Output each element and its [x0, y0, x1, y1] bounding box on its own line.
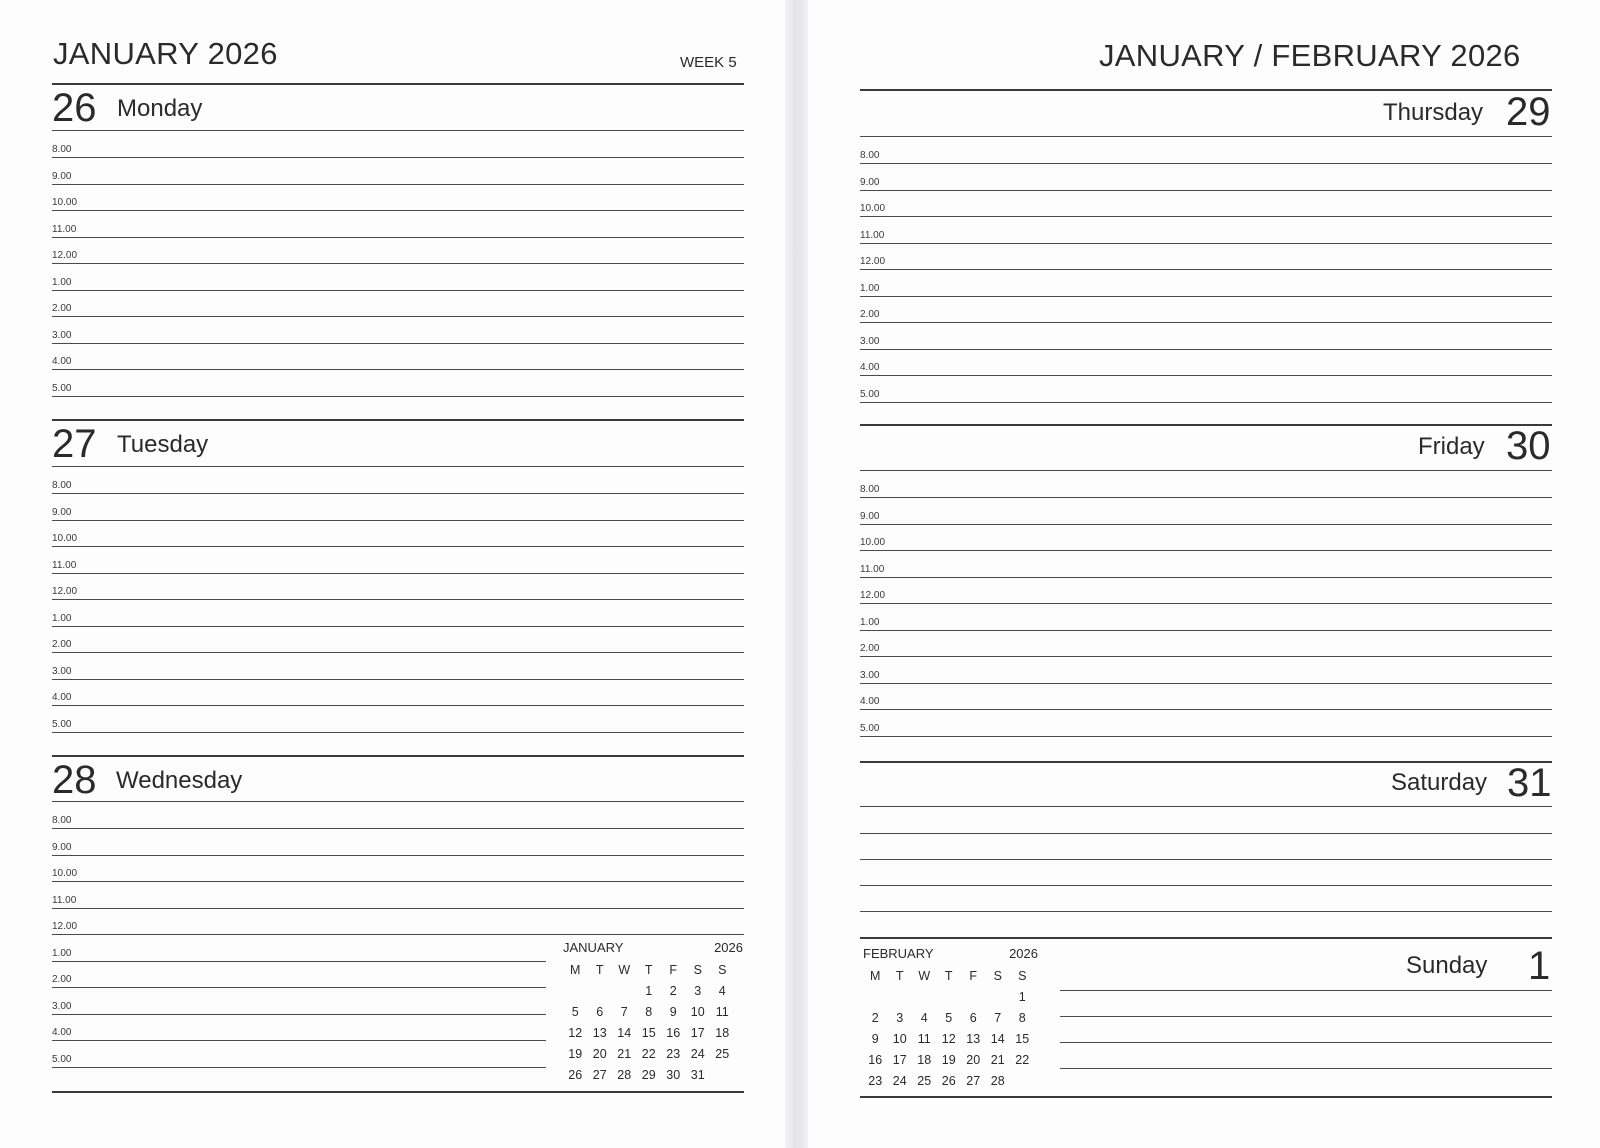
time-slot-line: [860, 296, 1552, 297]
day-divider: [860, 761, 1552, 763]
mini-calendar-day: 4: [920, 1011, 928, 1025]
time-slot-line: [52, 157, 744, 158]
time-slot-label: 9.00: [860, 510, 880, 522]
left-page-title: JANUARY 2026: [53, 36, 278, 71]
day-number: 26: [52, 86, 97, 130]
time-slot-line: [52, 263, 744, 264]
mini-calendar-day: 10: [892, 1032, 907, 1046]
mini-calendar-day: 20: [966, 1053, 981, 1067]
mini-calendar-weekday: W: [918, 969, 931, 983]
mini-calendar-day: 27: [592, 1068, 607, 1082]
mini-calendar-day: 8: [1018, 1011, 1026, 1025]
day-number: 30: [1506, 424, 1551, 468]
mini-calendar-weekday: S: [718, 963, 727, 977]
time-slot-label: 11.00: [860, 229, 885, 241]
writing-line: [860, 911, 1552, 912]
day-number: 27: [52, 422, 97, 466]
mini-calendar-month: JANUARY: [563, 940, 624, 955]
day-name: Monday: [117, 95, 203, 122]
day-divider: [52, 419, 744, 421]
mini-calendar-day: 25: [917, 1074, 932, 1088]
mini-calendar-day: 3: [694, 984, 702, 998]
time-slot-line: [860, 497, 1552, 498]
time-slot-line: [860, 577, 1552, 578]
mini-calendar-day: 28: [617, 1068, 632, 1082]
writing-line: [860, 885, 1552, 886]
day-divider: [860, 937, 1552, 939]
time-slot-line: [52, 679, 744, 680]
time-slot-label: 11.00: [52, 894, 77, 906]
mini-calendar-day: 13: [592, 1026, 607, 1040]
mini-calendar-day: 5: [571, 1005, 579, 1019]
page-bottom-rule: [860, 1096, 1552, 1098]
time-slot-line: [860, 375, 1552, 376]
time-slot-line: [52, 290, 744, 291]
time-slot-label: 12.00: [52, 250, 78, 261]
time-slot-label: 2.00: [52, 974, 72, 985]
mini-calendar-day: 13: [966, 1032, 981, 1046]
day-header-rule: [860, 136, 1552, 137]
time-slot-line: [52, 520, 744, 521]
time-slot-label: 3.00: [52, 665, 72, 677]
writing-line: [1060, 1042, 1552, 1043]
time-slot-line: [860, 349, 1552, 350]
time-slot-label: 3.00: [52, 329, 72, 341]
time-slot-label: 10.00: [860, 203, 886, 214]
week-number: WEEK 5: [680, 54, 737, 71]
time-slot-label: 1.00: [52, 947, 72, 959]
day-name: Sunday: [1406, 952, 1488, 979]
time-slot-line: [860, 243, 1552, 244]
day-header-rule: [52, 466, 744, 467]
mini-calendar-weekday: F: [969, 969, 978, 983]
time-slot-label: 2.00: [860, 309, 880, 320]
time-slot-label: 12.00: [52, 921, 78, 932]
mini-calendar-weekday: S: [993, 969, 1002, 983]
time-slot-line: [52, 855, 744, 856]
day-divider: [52, 755, 744, 757]
time-slot-line: [52, 237, 744, 238]
time-slot-label: 4.00: [860, 362, 880, 373]
mini-calendar-day: 21: [617, 1047, 632, 1061]
mini-calendar-weekday: S: [693, 963, 702, 977]
time-slot-label: 12.00: [52, 586, 78, 597]
time-slot-label: 10.00: [52, 533, 78, 544]
mini-calendar-day: 18: [715, 1026, 730, 1040]
mini-calendar-day: 11: [917, 1032, 931, 1046]
time-slot-label: 2.00: [860, 643, 880, 654]
time-slot-line: [860, 163, 1552, 164]
time-slot-line: [52, 184, 744, 185]
time-slot-line: [52, 210, 744, 211]
writing-line: [860, 833, 1552, 834]
mini-calendar-day: 19: [568, 1047, 583, 1061]
time-slot-label: 8.00: [52, 815, 72, 826]
day-name: Saturday: [1391, 769, 1488, 796]
day-number: 31: [1507, 761, 1552, 805]
day-number: 1: [1528, 944, 1551, 988]
day-divider: [860, 424, 1552, 426]
mini-calendar-day: 15: [1015, 1032, 1030, 1046]
mini-calendar-day: 4: [718, 984, 726, 998]
mini-calendar-day: [1010, 1071, 1035, 1092]
page-bottom-rule: [52, 1091, 744, 1093]
time-slot-line: [52, 343, 744, 344]
day-name: Wednesday: [116, 767, 243, 794]
time-slot-label: 8.00: [52, 144, 72, 155]
day-header-rule: [860, 470, 1552, 471]
time-slot-line: [52, 705, 744, 706]
time-slot-line: [52, 573, 744, 574]
time-slot-label: 12.00: [860, 256, 886, 267]
mini-calendar-day: [563, 981, 588, 1002]
mini-calendar-month: FEBRUARY: [863, 946, 934, 961]
mini-calendar-day: 16: [666, 1026, 681, 1040]
time-slot-label: 4.00: [860, 696, 880, 707]
day-name: Friday: [1418, 433, 1485, 460]
day-header-rule: [52, 130, 744, 131]
time-slot-label: 9.00: [52, 841, 72, 853]
time-slot-label: 8.00: [52, 480, 72, 491]
header-rule: [52, 83, 744, 85]
day-name: Thursday: [1383, 99, 1484, 126]
time-slot-line: [860, 736, 1552, 737]
mini-calendar-day: 11: [715, 1005, 729, 1019]
time-slot-label: 11.00: [52, 223, 77, 235]
mini-calendar-day: 2: [871, 1011, 879, 1025]
mini-calendar-day: 1: [1018, 990, 1026, 1004]
time-slot-line: [52, 732, 744, 733]
time-slot-line: [860, 630, 1552, 631]
time-slot-label: 3.00: [52, 1000, 72, 1012]
mini-calendar-february: [863, 946, 1038, 1091]
time-slot-line: [52, 1067, 546, 1068]
time-slot-line: [52, 908, 744, 909]
time-slot-line: [860, 550, 1552, 551]
time-slot-label: 5.00: [860, 388, 880, 400]
left-page: [0, 0, 792, 1148]
mini-calendar-day: 1: [645, 984, 653, 998]
time-slot-line: [52, 987, 546, 988]
mini-calendar-day: [986, 987, 1011, 1008]
mini-calendar-day: 15: [641, 1026, 656, 1040]
mini-calendar-day: 30: [666, 1068, 681, 1082]
time-slot-line: [860, 190, 1552, 191]
mini-calendar-day: 26: [941, 1074, 956, 1088]
time-slot-line: [860, 709, 1552, 710]
time-slot-label: 4.00: [52, 692, 72, 703]
mini-calendar-day: 14: [617, 1026, 632, 1040]
mini-calendar-weekday: M: [570, 963, 581, 977]
mini-calendar-day: 8: [645, 1005, 653, 1019]
time-slot-label: 11.00: [860, 563, 885, 575]
mini-calendar-year: 2026: [1009, 946, 1038, 961]
time-slot-line: [52, 881, 744, 882]
time-slot-line: [52, 1040, 546, 1041]
mini-calendar-day: 17: [892, 1053, 907, 1067]
mini-calendar-day: 31: [690, 1068, 705, 1082]
day-header-rule: [860, 806, 1552, 807]
mini-calendar-day: 25: [715, 1047, 730, 1061]
time-slot-label: 5.00: [52, 382, 72, 394]
time-slot-label: 9.00: [860, 176, 880, 188]
mini-calendar-day: 7: [620, 1005, 628, 1019]
time-slot-line: [860, 216, 1552, 217]
mini-calendar-day: 22: [641, 1047, 656, 1061]
mini-calendar-day: 3: [896, 1011, 904, 1025]
time-slot-line: [52, 493, 744, 494]
time-slot-label: 5.00: [860, 722, 880, 734]
mini-calendar-weekday: F: [669, 963, 678, 977]
time-slot-line: [52, 1014, 546, 1015]
mini-calendar-day: [961, 987, 986, 1008]
mini-calendar-day: 20: [592, 1047, 607, 1061]
mini-calendar-day: 2: [669, 984, 677, 998]
mini-calendar-weekday: T: [644, 963, 653, 977]
mini-calendar-day: 9: [669, 1005, 677, 1019]
right-page: [808, 0, 1600, 1148]
mini-calendar-day: [710, 1065, 735, 1086]
mini-calendar-day: 29: [641, 1068, 656, 1082]
day-header-rule: [52, 801, 744, 802]
time-slot-label: 1.00: [52, 276, 72, 288]
mini-calendar-day: 10: [690, 1005, 705, 1019]
mini-calendar-day: [912, 987, 937, 1008]
time-slot-label: 4.00: [52, 1027, 72, 1038]
mini-calendar-day: 19: [941, 1053, 956, 1067]
time-slot-line: [52, 546, 744, 547]
mini-calendar-day: 27: [966, 1074, 981, 1088]
time-slot-line: [860, 402, 1552, 403]
mini-calendar-year: 2026: [714, 940, 743, 955]
time-slot-line: [52, 626, 744, 627]
time-slot-label: 4.00: [52, 356, 72, 367]
writing-line: [1060, 1068, 1552, 1069]
time-slot-line: [52, 652, 744, 653]
mini-calendar-weekday: W: [618, 963, 631, 977]
mini-calendar-day: 5: [945, 1011, 953, 1025]
time-slot-line: [52, 828, 744, 829]
time-slot-label: 9.00: [52, 170, 72, 182]
right-page-title: JANUARY / FEBRUARY 2026: [1099, 38, 1521, 73]
mini-calendar-weekday: M: [870, 969, 881, 983]
time-slot-line: [860, 656, 1552, 657]
day-name: Tuesday: [117, 431, 209, 458]
mini-calendar-day: 24: [892, 1074, 907, 1088]
mini-calendar-day: 16: [868, 1053, 883, 1067]
mini-calendar-day: [863, 987, 888, 1008]
time-slot-line: [52, 396, 744, 397]
time-slot-label: 10.00: [52, 197, 78, 208]
mini-calendar-day: 12: [568, 1026, 583, 1040]
time-slot-line: [860, 683, 1552, 684]
time-slot-label: 3.00: [860, 335, 880, 347]
time-slot-line: [860, 524, 1552, 525]
time-slot-line: [860, 322, 1552, 323]
time-slot-label: 5.00: [52, 718, 72, 730]
header-rule: [860, 89, 1552, 91]
mini-calendar-weekday: T: [595, 963, 604, 977]
time-slot-line: [52, 961, 546, 962]
mini-calendar-january: [563, 940, 743, 1085]
mini-calendar-day: 23: [868, 1074, 883, 1088]
time-slot-line: [52, 369, 744, 370]
mini-calendar-day: 12: [941, 1032, 956, 1046]
mini-calendar-day: 9: [871, 1032, 879, 1046]
mini-calendar-weekday: S: [1018, 969, 1027, 983]
time-slot-line: [860, 603, 1552, 604]
mini-calendar-weekday: T: [944, 969, 953, 983]
time-slot-label: 1.00: [860, 616, 880, 628]
time-slot-line: [52, 599, 744, 600]
mini-calendar-day: 14: [990, 1032, 1005, 1046]
mini-calendar-day: [588, 981, 613, 1002]
mini-calendar-day: 21: [990, 1053, 1005, 1067]
time-slot-label: 8.00: [860, 150, 880, 161]
mini-calendar-weekday: T: [895, 969, 904, 983]
mini-calendar-day: [888, 987, 913, 1008]
writing-line: [1060, 990, 1552, 991]
time-slot-label: 1.00: [52, 612, 72, 624]
mini-calendar-day: 6: [969, 1011, 977, 1025]
mini-calendar-day: [612, 981, 637, 1002]
mini-calendar-day: 24: [690, 1047, 705, 1061]
mini-calendar-day: 17: [690, 1026, 705, 1040]
day-number: 28: [52, 758, 97, 802]
day-number: 29: [1506, 90, 1551, 134]
writing-line: [860, 859, 1552, 860]
time-slot-label: 5.00: [52, 1053, 72, 1065]
mini-calendar-day: 18: [917, 1053, 932, 1067]
writing-line: [1060, 1016, 1552, 1017]
time-slot-line: [52, 316, 744, 317]
mini-calendar-day: 26: [568, 1068, 583, 1082]
time-slot-label: 2.00: [52, 639, 72, 650]
mini-calendar-day: 23: [666, 1047, 681, 1061]
time-slot-label: 3.00: [860, 669, 880, 681]
time-slot-label: 2.00: [52, 303, 72, 314]
time-slot-label: 10.00: [860, 537, 886, 548]
time-slot-label: 8.00: [860, 484, 880, 495]
time-slot-label: 10.00: [52, 868, 78, 879]
time-slot-label: 1.00: [860, 282, 880, 294]
time-slot-label: 9.00: [52, 506, 72, 518]
time-slot-line: [52, 934, 744, 935]
mini-calendar-day: 22: [1015, 1053, 1030, 1067]
time-slot-line: [860, 269, 1552, 270]
time-slot-label: 12.00: [860, 590, 886, 601]
mini-calendar-day: 7: [994, 1011, 1002, 1025]
mini-calendar-day: 28: [990, 1074, 1005, 1088]
mini-calendar-day: 6: [596, 1005, 604, 1019]
time-slot-label: 11.00: [52, 559, 77, 571]
mini-calendar-day: [937, 987, 962, 1008]
